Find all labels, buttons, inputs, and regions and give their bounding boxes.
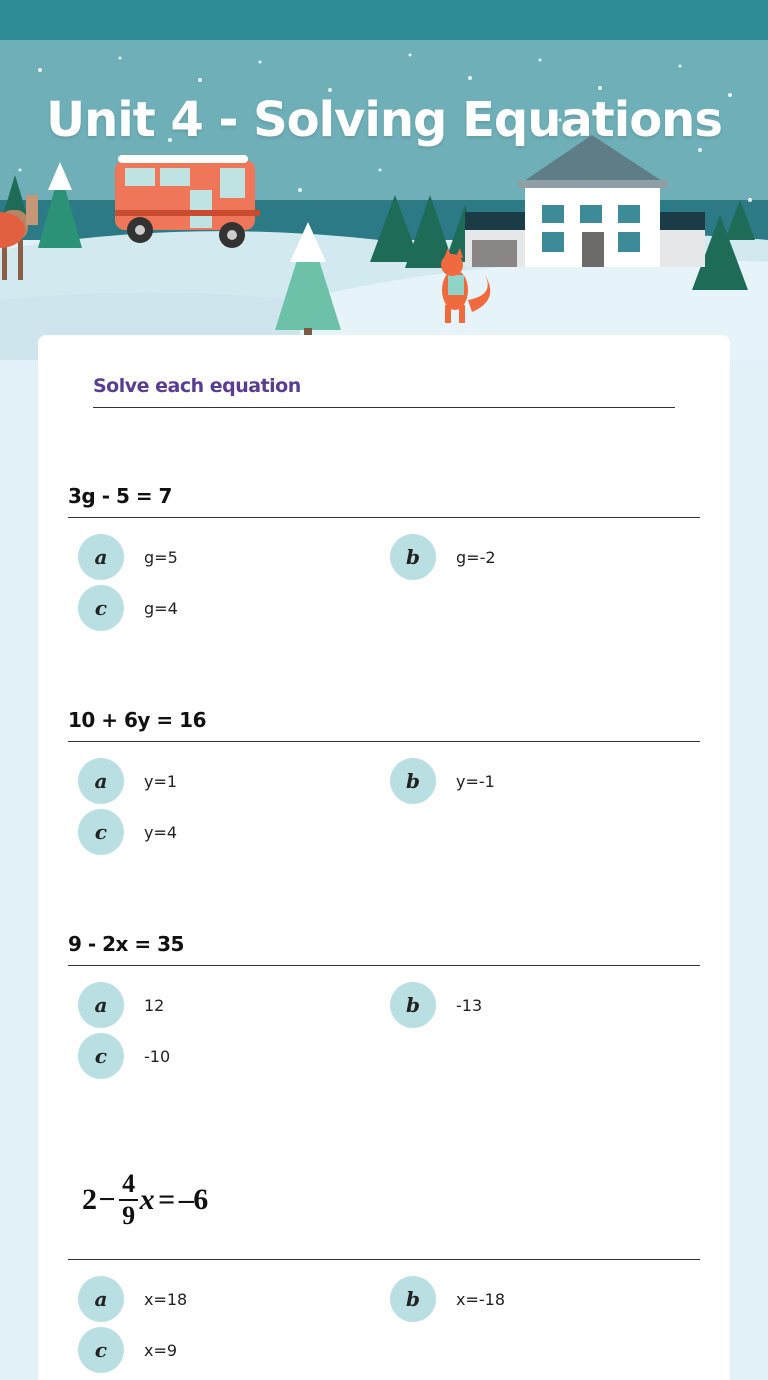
option-a[interactable] — [78, 534, 178, 580]
option-a[interactable] — [78, 1276, 187, 1322]
question-prompt: 3g - 5 = 7 — [68, 472, 700, 518]
page-title: Unit 4 - Solving Equations — [46, 92, 722, 148]
option-letter-badge: a — [78, 1276, 124, 1322]
equation-variable: x — [139, 1183, 155, 1216]
question-2 — [68, 696, 700, 852]
worksheet-card — [38, 335, 730, 1380]
option-letter-badge: a — [78, 534, 124, 580]
option-b[interactable] — [390, 982, 482, 1028]
option-letter-badge: b — [390, 982, 436, 1028]
option-c[interactable] — [78, 1033, 170, 1079]
option-c[interactable] — [78, 585, 178, 631]
option-a[interactable] — [78, 982, 164, 1028]
option-text: 12 — [144, 995, 165, 1015]
equation-rhs: –6 — [178, 1183, 208, 1216]
option-letter-badge: c — [78, 1327, 124, 1373]
question-3 — [68, 920, 700, 1076]
question-prompt: 9 - 2x = 35 — [68, 920, 700, 966]
winter-scene-illustration — [0, 0, 768, 360]
option-text: y=1 — [144, 771, 178, 791]
option-b[interactable] — [390, 1276, 505, 1322]
option-text: -13 — [456, 995, 483, 1015]
question-prompt: 10 + 6y = 16 — [68, 696, 700, 742]
option-text: x=-18 — [456, 1289, 506, 1309]
question-prompt-equation — [68, 1153, 700, 1260]
option-b[interactable] — [390, 758, 495, 804]
option-text: g=-2 — [456, 547, 496, 567]
option-letter-badge: a — [78, 982, 124, 1028]
option-text: x=9 — [144, 1340, 178, 1360]
option-letter-badge: b — [390, 758, 436, 804]
option-letter-badge: c — [78, 585, 124, 631]
option-a[interactable] — [78, 758, 177, 804]
option-text: y=-1 — [456, 771, 495, 791]
option-b[interactable] — [390, 534, 496, 580]
option-letter-badge: a — [78, 758, 124, 804]
option-c[interactable] — [78, 809, 177, 855]
option-text: g=5 — [144, 547, 178, 567]
option-text: x=18 — [144, 1289, 188, 1309]
fraction-numerator: 4 — [119, 1171, 138, 1201]
header-banner — [0, 0, 768, 360]
equation-equals: = — [158, 1183, 175, 1216]
equation-fraction — [119, 1171, 138, 1229]
option-text: g=4 — [144, 598, 178, 618]
option-letter-badge: c — [78, 1033, 124, 1079]
equation-term: 2 — [82, 1183, 97, 1216]
instructions-heading: Solve each equation — [93, 375, 675, 408]
fraction-denominator: 9 — [122, 1201, 135, 1230]
answer-options — [68, 518, 700, 628]
option-text: y=4 — [144, 822, 178, 842]
option-letter-badge: b — [390, 534, 436, 580]
answer-options — [68, 742, 700, 852]
option-letter-badge: b — [390, 1276, 436, 1322]
question-4 — [68, 1153, 700, 1370]
option-text: -10 — [144, 1046, 171, 1066]
equation-image — [82, 1171, 208, 1229]
answer-options — [68, 1260, 700, 1370]
answer-options — [68, 966, 700, 1076]
equation-operator: − — [98, 1183, 116, 1216]
option-letter-badge: c — [78, 809, 124, 855]
option-c[interactable] — [78, 1327, 177, 1373]
question-1 — [68, 472, 700, 628]
